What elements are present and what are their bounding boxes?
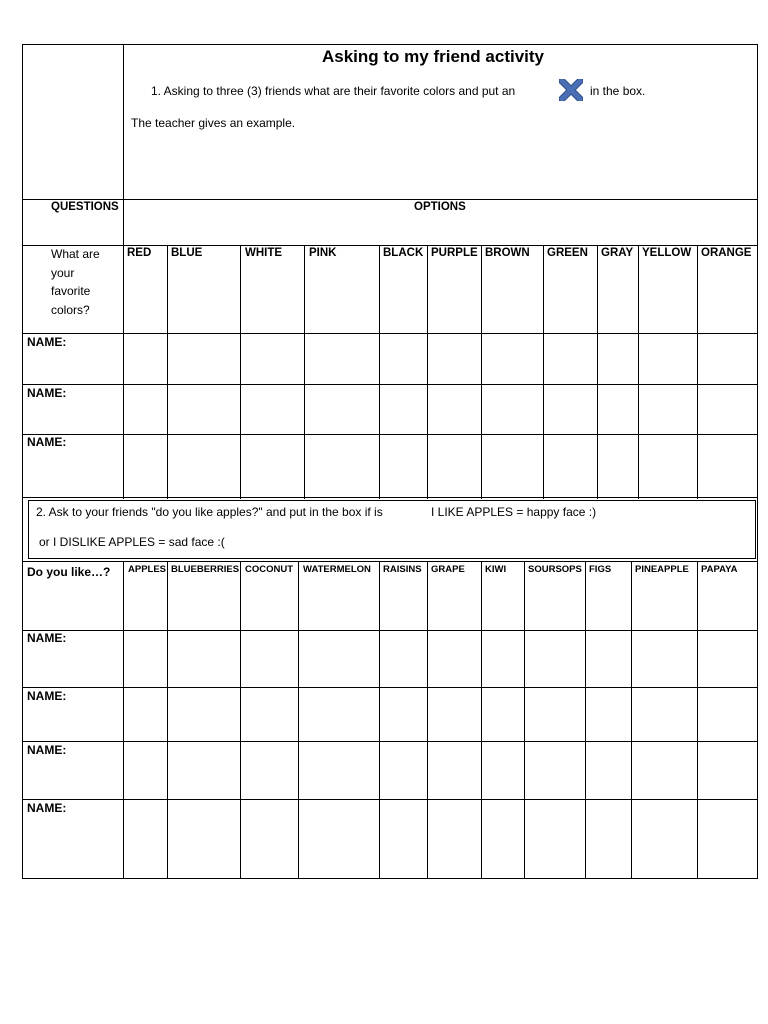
col-line <box>123 199 124 499</box>
worksheet <box>22 44 758 879</box>
instruction-1-end: in the box. <box>590 84 646 98</box>
name-label: NAME: <box>27 435 67 449</box>
col-line <box>638 245 639 499</box>
option-brown: BROWN <box>485 247 530 259</box>
option-pink: PINK <box>309 247 337 259</box>
row-line <box>22 199 758 200</box>
col-line <box>543 245 544 499</box>
row-line <box>22 799 758 800</box>
col-line <box>631 561 632 879</box>
row-line <box>22 497 758 498</box>
col-line <box>597 245 598 499</box>
row-line <box>22 245 758 246</box>
col-line <box>167 245 168 499</box>
col-line <box>240 561 241 879</box>
option-orange: ORANGE <box>701 247 752 259</box>
col-line <box>167 561 168 879</box>
option-watermelon: WATERMELON <box>303 564 371 575</box>
border-left <box>22 44 23 879</box>
colors-question-line: your <box>51 265 75 280</box>
instruction-2-sad: or I DISLIKE APPLES = sad face :( <box>39 535 225 549</box>
col-line <box>481 245 482 499</box>
option-green: GREEN <box>547 247 588 259</box>
colors-question <box>51 245 121 319</box>
row-line <box>22 741 758 742</box>
option-blue: BLUE <box>171 247 203 259</box>
row-line <box>22 687 758 688</box>
instruction-2-happy: I LIKE APPLES = happy face :) <box>431 505 597 519</box>
col-line <box>304 245 305 499</box>
border-right <box>757 44 758 879</box>
colors-question-line: favorite <box>51 284 91 298</box>
col-line <box>481 561 482 879</box>
option-white: WHITE <box>245 247 283 259</box>
name-label: NAME: <box>27 335 67 349</box>
option-red: RED <box>127 247 152 259</box>
option-black: BLACK <box>383 247 424 259</box>
option-grape: GRAPE <box>431 564 465 575</box>
x-mark-icon <box>559 79 583 101</box>
colors-question-line: What are <box>51 247 100 261</box>
col-line <box>427 561 428 879</box>
col-line <box>379 561 380 879</box>
row-line <box>22 384 758 385</box>
option-papaya: PAPAYA <box>701 564 738 575</box>
option-pineapple: PINEAPPLE <box>635 564 689 575</box>
col-line <box>379 245 380 499</box>
option-purple: PURPLE <box>431 247 478 259</box>
instruction-2-text: 2. Ask to your friends "do you like apples?" and put in the box if is <box>36 505 383 519</box>
questions-header: QUESTIONS <box>51 201 119 213</box>
col-line <box>697 245 698 499</box>
colors-question-line: colors? <box>51 302 90 317</box>
header-divider <box>123 44 124 199</box>
name-label: NAME: <box>27 631 67 645</box>
option-kiwi: KIWI <box>485 564 507 575</box>
row-line <box>22 333 758 334</box>
option-blueberries: BLUEBERRIES <box>171 564 240 575</box>
options-header: OPTIONS <box>414 201 466 213</box>
option-apples: APPLES <box>128 564 167 575</box>
col-line <box>240 245 241 499</box>
option-coconut: COCONUT <box>245 564 294 575</box>
teacher-note: The teacher gives an example. <box>131 116 296 130</box>
option-figs: FIGS <box>589 564 612 575</box>
row-line <box>22 561 758 562</box>
col-line <box>524 561 525 879</box>
col-line <box>427 245 428 499</box>
fruits-question: Do you like…? <box>27 565 111 579</box>
instruction-1-text: 1. Asking to three (3) friends what are their favorite colors and put an <box>151 84 516 98</box>
row-line <box>22 434 758 435</box>
option-soursops: SOURSOPS <box>528 564 582 575</box>
row-line <box>22 630 758 631</box>
col-line <box>697 561 698 879</box>
name-label: NAME: <box>27 743 67 757</box>
col-line <box>298 561 299 879</box>
option-gray: GRAY <box>601 247 634 259</box>
page-title: Asking to my friend activity <box>322 47 544 66</box>
name-label: NAME: <box>27 386 67 400</box>
option-raisins: RAISINS <box>383 564 422 575</box>
col-line <box>123 561 124 879</box>
name-label: NAME: <box>27 689 67 703</box>
option-yellow: YELLOW <box>642 247 692 259</box>
name-label: NAME: <box>27 801 67 815</box>
border-top <box>22 44 758 45</box>
col-line <box>585 561 586 879</box>
border-bottom <box>22 878 758 879</box>
